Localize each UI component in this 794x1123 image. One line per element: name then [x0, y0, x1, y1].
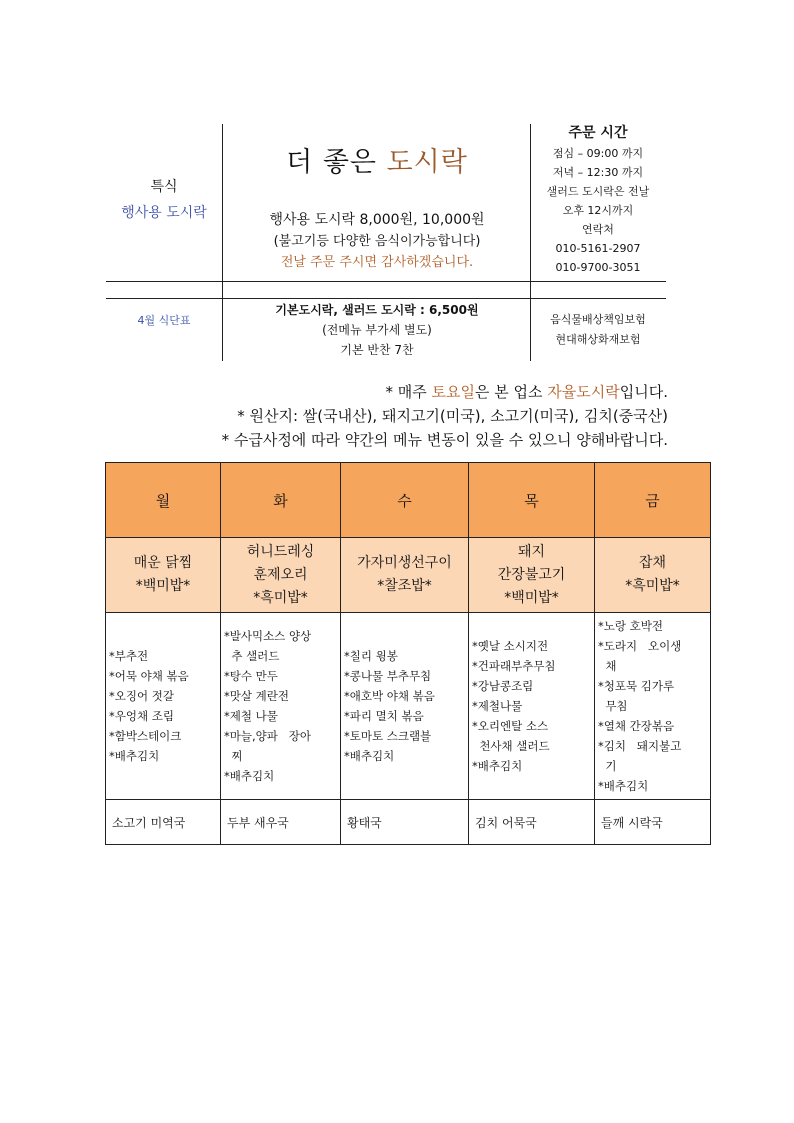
day-header: 수: [341, 463, 469, 538]
header-divider-1: [222, 124, 223, 361]
soup: 들깨 시락국: [595, 800, 711, 845]
order-time-title: 주문 시간: [568, 125, 628, 141]
header-divider-2: [530, 124, 531, 361]
basic-price: 기본도시락, 샐러드 도시락 : 6,500원: [275, 303, 479, 317]
notice-origin: * 원산지: 쌀(국내산), 돼지고기(미국), 소고기(미국), 김치(중국산): [237, 407, 668, 425]
page-title: [224, 140, 530, 179]
weekly-menu-table: [105, 462, 711, 845]
main-dish: 매운 닭찜 *백미밥*: [106, 538, 221, 613]
basic-lunchbox-info: [224, 300, 530, 360]
main-dish: 가자미생선구이 *찰조밥*: [341, 538, 469, 613]
phone-number: 010-9700-3051: [555, 261, 641, 274]
notice-text: 은 본 업소: [475, 383, 548, 401]
main-dish: 허니드레싱 훈제오리 *흑미밥*: [221, 538, 341, 613]
day-header: 월: [106, 463, 221, 538]
side-dishes: *노랑 호박전 *도라지 오이생 채 *청포묵 김가루 무침 *열채 간장볶음 *김치 돼지불고 기 *배추김치: [595, 613, 711, 800]
day-header: 목: [469, 463, 595, 538]
day-header: 화: [221, 463, 341, 538]
soup: 김치 어묵국: [469, 800, 595, 845]
special-label: 특식: [150, 179, 178, 195]
order-line: 점심 – 09:00 까지: [552, 147, 644, 160]
insurance-info: [532, 310, 664, 350]
insurance-line: 음식물배상책임보험: [550, 313, 646, 326]
order-line: 오후 12시까지: [562, 204, 634, 217]
notice-text: * 매주: [385, 383, 432, 401]
phone-number: 010-5161-2907: [555, 242, 641, 255]
basic-tax-note: (전메뉴 부가세 별도): [322, 323, 432, 337]
offer-note: (불고기등 다양한 음식이가능합니다): [273, 234, 481, 249]
main-dish: 잡채 *흑미밥*: [595, 538, 711, 613]
order-time-box: [532, 122, 664, 277]
day-header: 금: [595, 463, 711, 538]
side-dishes: *옛날 소시지전 *건파래부추무침 *강남콩조림 *제철나물 *오리엔탈 소스 천사채 샐러드 *배추김치: [469, 613, 595, 800]
notice-text: 입니다.: [619, 383, 668, 401]
offer-thanks: 전날 주문 주시면 감사하겠습니다.: [280, 255, 474, 270]
month-label: 4월 식단표: [137, 314, 191, 327]
side-dishes: *부추전 *어묵 야채 볶음 *오징어 젓갈 *우엉채 조림 *함박스테이크 *배추김치: [106, 613, 221, 800]
offer-price: 행사용 도시락 8,000원, 10,000원: [269, 212, 485, 228]
notice-highlight: 토요일: [431, 383, 476, 401]
soup: 두부 새우국: [221, 800, 341, 845]
side-dish-row: [106, 613, 711, 800]
header-rule-2: [106, 298, 666, 299]
main-dish: 돼지 간장불고기 *백미밥*: [469, 538, 595, 613]
side-dishes: *칠리 윙봉 *콩나물 부추무침 *애호박 야채 볶음 *파리 멸치 볶음 *토마토 스크램블 *배추김치: [341, 613, 469, 800]
notice-saturday: [106, 380, 668, 404]
notice-change: * 수급사정에 따라 약간의 메뉴 변동이 있을 수 있으니 양해바랍니다.: [221, 431, 668, 449]
order-line: 저녁 – 12:30 까지: [552, 166, 644, 179]
special-sub-label: 행사용 도시락: [121, 205, 207, 221]
insurance-line: 현대해상화재보험: [555, 333, 641, 346]
soup: 소고기 미역국: [106, 800, 221, 845]
title-part-1: 더 좋은: [286, 147, 387, 178]
order-line: 연락처: [582, 223, 614, 236]
notices: [106, 380, 668, 452]
order-line: 샐러드 도시락은 전날: [546, 185, 650, 198]
basic-side-count: 기본 반찬 7찬: [340, 343, 414, 357]
header-rule-1: [106, 281, 666, 282]
soup: 황태국: [341, 800, 469, 845]
side-dishes: *발사믹소스 양상 추 샐러드 *탕수 만두 *맛살 계란전 *제철 나물 *마늘,양파 장아 찌 *배추김치: [221, 613, 341, 800]
soup-row: [106, 800, 711, 845]
notice-highlight: 자율도시락: [547, 383, 620, 401]
day-header-row: [106, 463, 711, 538]
title-part-2: 도시락: [386, 147, 468, 178]
special-menu-label: [106, 177, 222, 223]
main-dish-row: [106, 538, 711, 613]
event-offer: [224, 210, 530, 273]
